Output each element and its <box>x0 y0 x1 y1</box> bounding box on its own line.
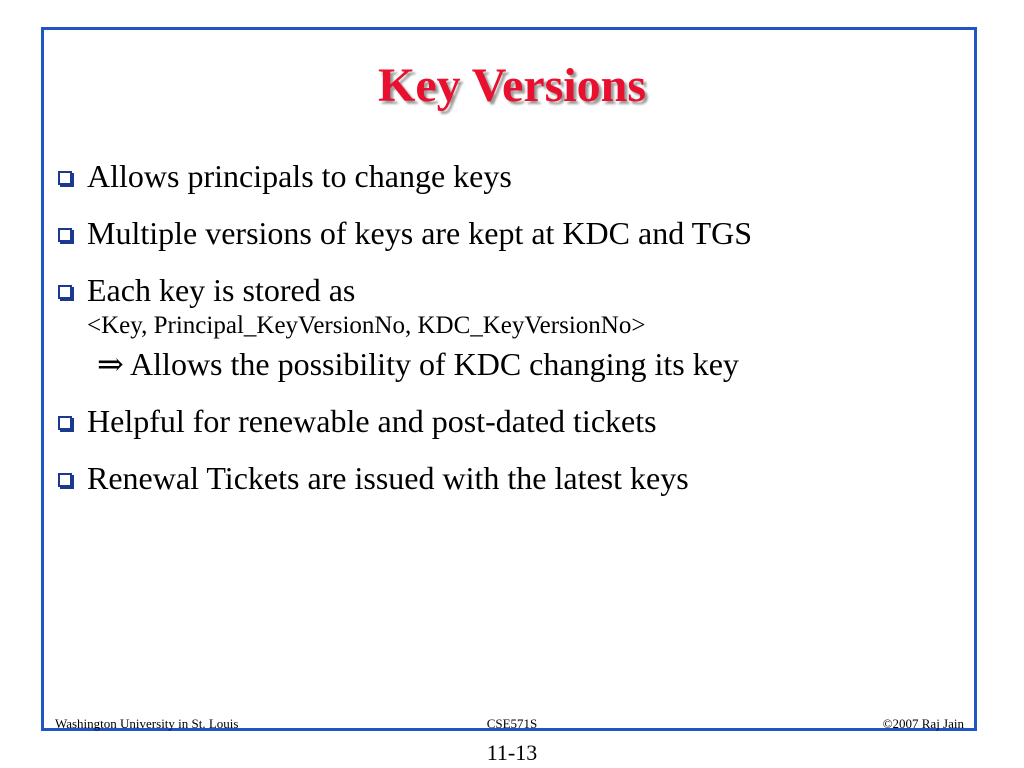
bullet-text: Allows principals to change keys <box>87 158 512 194</box>
slide-title: Key Versions <box>377 59 647 112</box>
footer-institution: Washington University in St. Louis <box>55 716 239 731</box>
key-format-text: <Key, Principal_KeyVersionNo, KDC_KeyVersionNo> <box>87 312 646 339</box>
square-bullet-icon <box>58 416 72 430</box>
bullet-list <box>56 155 956 514</box>
slide-number: 11-13 <box>486 740 538 765</box>
square-bullet-icon <box>58 285 72 299</box>
square-bullet-icon <box>58 171 72 185</box>
bullet-item <box>56 155 956 197</box>
bullet-item <box>56 457 956 499</box>
square-bullet-icon <box>58 473 72 487</box>
bullet-text: Multiple versions of keys are kept at KDC and TGS <box>87 215 753 251</box>
implication-text: ⇒ Allows the possibility of KDC changing its key <box>97 346 739 382</box>
bullet-text: Renewal Tickets are issued with the latest keys <box>87 460 689 496</box>
bullet-text: Helpful for renewable and post-dated tickets <box>87 403 657 439</box>
footer-copyright: ©2007 Raj Jain <box>882 716 964 731</box>
square-bullet-icon <box>58 228 72 242</box>
bullet-text: Each key is stored as <box>87 272 356 308</box>
bullet-item <box>56 269 956 385</box>
bullet-content <box>87 269 739 385</box>
footer-course: CSE571S <box>486 716 538 731</box>
bullet-item <box>56 400 956 442</box>
bullet-item <box>56 212 956 254</box>
